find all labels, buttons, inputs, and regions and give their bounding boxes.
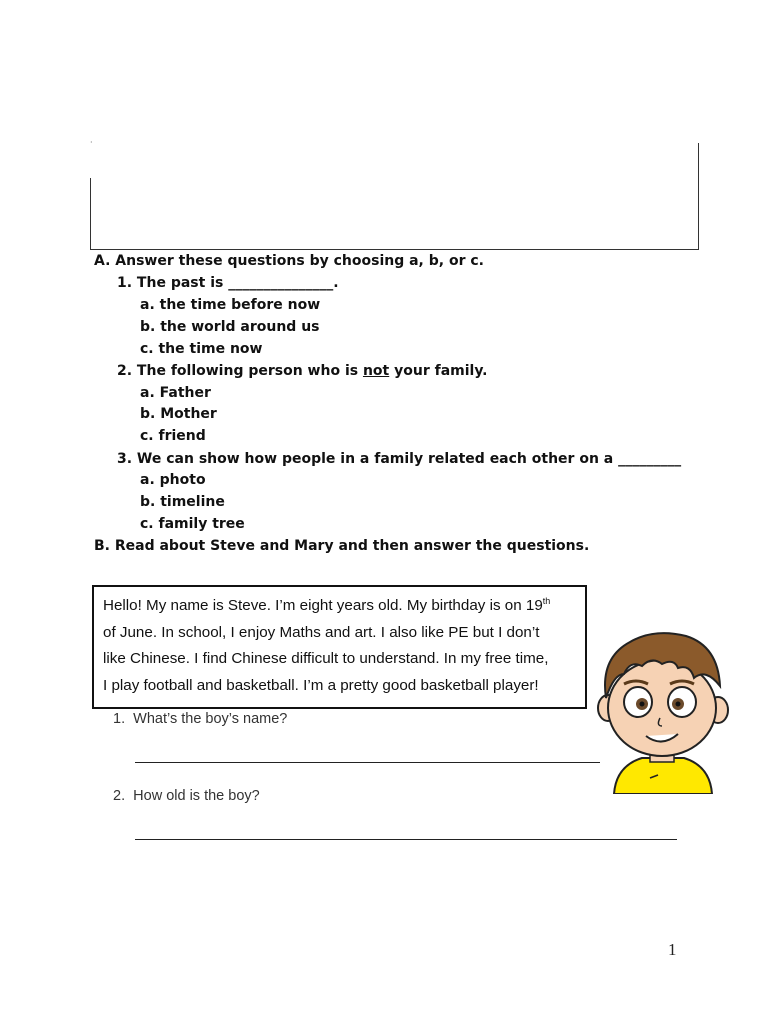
answer-line-2[interactable] [135,839,677,840]
story-line-2: of June. In school, I enjoy Maths and art. I also like PE but I don’t [103,623,540,641]
b-question-1: 1. What’s the boy’s name? [113,711,288,727]
corner-mark: · [90,138,93,147]
story-line-3: like Chinese. I find Chinese difficult to understand. In my free time, [103,650,549,667]
question-1-option-c: c. the time now [140,341,263,357]
b-question-2: 2. How old is the boy? [113,788,260,804]
story-box [92,585,587,709]
header-box-left-border [90,178,91,249]
section-b-title: B. Read about Steve and Mary and then answer the questions. [94,538,590,554]
page-number: 1 [668,940,677,959]
question-3-option-a: a. photo [140,472,206,488]
question-3-option-b: b. timeline [140,494,225,510]
question-2-option-a: a. Father [140,385,211,401]
story-line-4: I play football and basketball. I’m a pretty good basketball player! [103,676,539,694]
underlined-not: not [362,363,390,379]
answer-line-1[interactable] [135,762,600,763]
header-box [90,143,699,250]
question-2-option-b: b. Mother [140,406,217,422]
section-a-title: A. Answer these questions by choosing a, b, or c. [94,253,484,269]
question-2-stem: 2. The following person who is not your family. [117,363,488,379]
story-line-1: Hello! My name is Steve. I’m eight years old. My birthday is on 19th [103,595,551,614]
question-1-option-b: b. the world around us [140,319,320,335]
cartoon-boy-illustration [594,628,730,794]
question-3-stem: 3. We can show how people in a family related each other on a _________ [117,451,682,467]
question-2-option-c: c. friend [140,428,206,444]
question-1-option-a: a. the time before now [140,297,321,313]
question-1-stem: 1. The past is _______________. [117,275,339,291]
question-3-option-c: c. family tree [140,516,245,532]
